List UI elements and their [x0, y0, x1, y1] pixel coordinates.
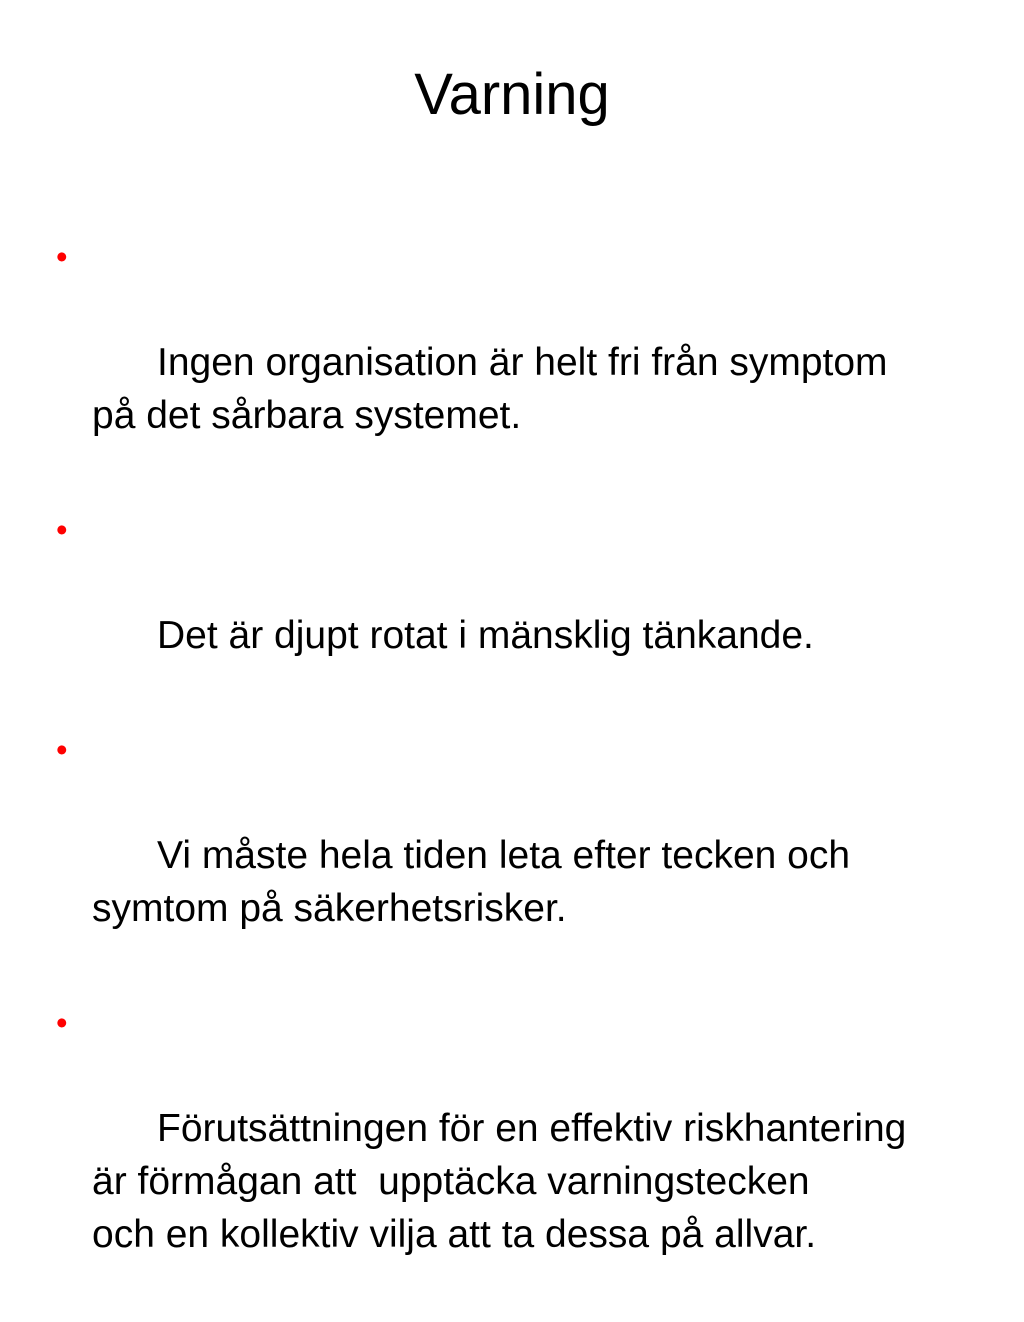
- slide-title: Varning: [414, 62, 610, 127]
- bullet-text: Det är djupt rotat i mänsklig tänkande.: [157, 614, 814, 657]
- bullet-list: [52, 230, 992, 1322]
- list-item: [52, 723, 992, 988]
- bullet-icon: •: [56, 238, 68, 275]
- bullet-text: Vi måste hela tiden leta efter tecken och symtom på säkerhetsrisker.: [92, 834, 851, 930]
- list-item: [52, 503, 992, 715]
- bullet-icon: •: [56, 731, 68, 768]
- list-item: [52, 996, 992, 1314]
- bullet-icon: •: [56, 1004, 68, 1041]
- bullet-icon: •: [56, 511, 68, 548]
- bullet-text: Ingen organisation är helt fri från symptom på det sårbara systemet.: [92, 341, 888, 437]
- bullet-text: Förutsättningen för en effektiv riskhantering är förmågan att upptäcka varningstecken och en kollektiv vilja att ta dessa på allvar.: [92, 1107, 907, 1256]
- list-item: [52, 230, 992, 495]
